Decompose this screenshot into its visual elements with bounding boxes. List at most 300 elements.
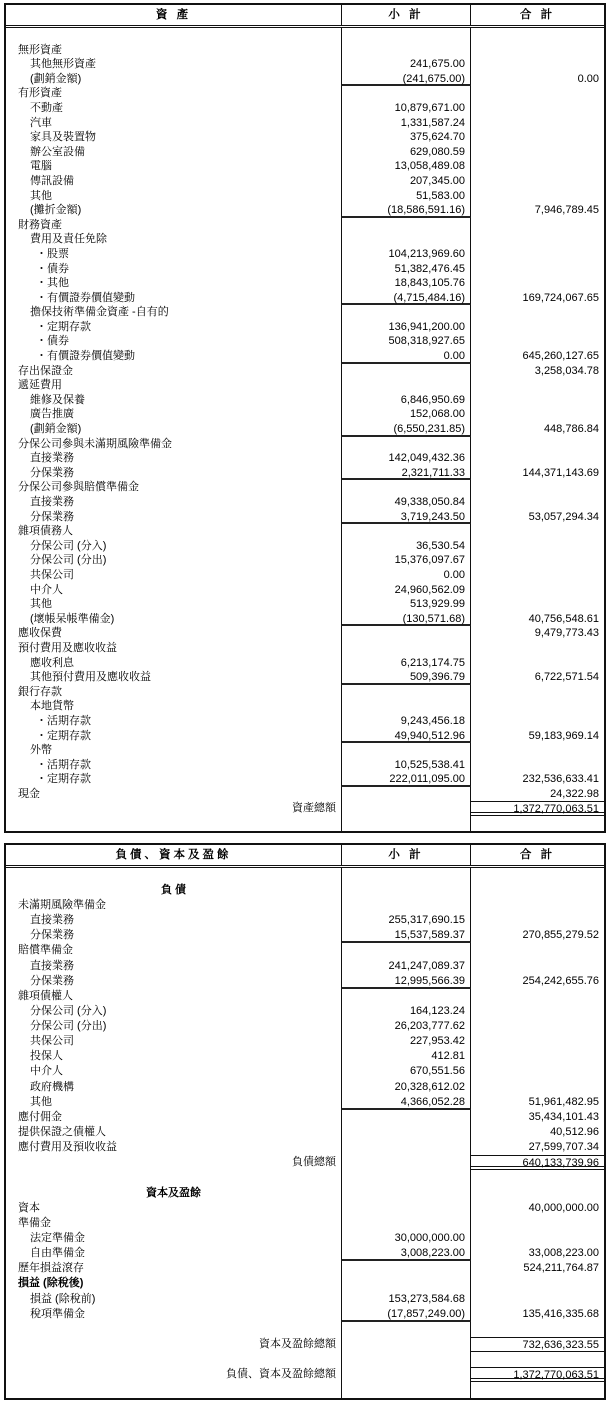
row-label: ・活期存款	[36, 758, 91, 771]
total-cell	[471, 1004, 604, 1019]
subtotal-value: 2,321,711.33	[341, 466, 471, 481]
total-cell	[471, 1352, 604, 1367]
total-cell	[471, 539, 604, 554]
total-cell	[471, 407, 604, 422]
subtotal-value: 0.00	[341, 349, 471, 364]
total-cell	[471, 320, 604, 335]
table-row	[6, 1080, 604, 1095]
section-label: 雜項債務人	[18, 525, 73, 538]
table-row	[6, 130, 604, 145]
row-label: (壞帳呆帳準備金)	[30, 612, 115, 625]
table-row	[6, 510, 604, 525]
subtotal-value: 142,049,432.36	[341, 451, 471, 466]
table-row	[6, 305, 604, 320]
table-row	[6, 276, 604, 291]
row-label: ・債券	[36, 262, 69, 275]
table-row	[6, 86, 604, 101]
section-label: 銀行存款	[18, 685, 62, 698]
total-cell	[471, 913, 604, 928]
table-row	[6, 1064, 604, 1079]
subtotal-cell	[341, 86, 471, 101]
row-label: (劃銷金額)	[30, 72, 82, 85]
total-cell	[471, 378, 604, 393]
subtotal-cell	[341, 1140, 471, 1155]
subtotal-value: (241,675.00)	[341, 72, 471, 87]
total-value: 40,756,548.61	[528, 612, 599, 625]
total-value: 35,434,101.43	[528, 1110, 599, 1123]
subtotal-cell	[341, 1276, 471, 1291]
table-row	[6, 1049, 604, 1064]
blank-cell	[6, 816, 341, 831]
subtotal-cell	[341, 1382, 471, 1397]
table-row	[6, 1140, 604, 1155]
row-label: ・活期存款	[36, 714, 91, 727]
table-row	[6, 1382, 604, 1397]
subtotal-cell	[341, 1125, 471, 1140]
row-label: 應收保費	[18, 627, 62, 640]
subtotal-cell	[341, 787, 471, 802]
total-value: 732,636,323.55	[471, 1337, 604, 1352]
total-cell	[471, 57, 604, 72]
table-row	[6, 553, 604, 568]
row-label: 直接業務	[30, 452, 74, 465]
subtotal-value: 4,366,052.28	[341, 1095, 471, 1110]
subtotal-cell	[341, 1110, 471, 1125]
blank-cell	[6, 1170, 341, 1185]
table-row	[6, 28, 604, 43]
subtotal-value: 412.81	[341, 1049, 471, 1064]
subtotal-cell	[341, 437, 471, 452]
row-label: 維修及保養	[30, 393, 85, 406]
subtotal-value: 104,213,969.60	[341, 247, 471, 262]
subtotal-value: (6,550,231.85)	[341, 422, 471, 437]
total-cell	[471, 232, 604, 247]
subtotal-cell	[341, 685, 471, 700]
total-cell	[471, 524, 604, 539]
row-label: 不動產	[30, 101, 63, 114]
total-cell	[471, 1382, 604, 1397]
liabilities-subtotal-column-header: 小 計	[341, 845, 471, 865]
subtotal-value: 51,382,476.45	[341, 262, 471, 277]
subtotal-cell	[341, 1322, 471, 1337]
total-cell	[471, 943, 604, 958]
total-value: 135,416,335.68	[522, 1307, 599, 1320]
subtotal-value: 13,058,489.08	[341, 159, 471, 174]
subtotal-cell	[341, 232, 471, 247]
section-label: 損益 (除稅後)	[18, 1277, 84, 1290]
subtotal-value: 241,675.00	[341, 57, 471, 72]
subtotal-value: 241,247,089.37	[341, 959, 471, 974]
table-row	[6, 232, 604, 247]
subtotal-value: 629,080.59	[341, 145, 471, 160]
subtotal-value: 153,273,584.68	[341, 1292, 471, 1307]
section-label: 財務資產	[18, 218, 62, 231]
total-cell	[471, 989, 604, 1004]
table-row	[6, 974, 604, 989]
total-value: 59,183,969.14	[528, 729, 599, 742]
table-row	[6, 787, 604, 802]
table-row	[6, 801, 604, 816]
total-cell	[471, 699, 604, 714]
total-cell	[471, 116, 604, 131]
table-row	[6, 1201, 604, 1216]
table-row	[6, 1155, 604, 1170]
table-row	[6, 291, 604, 306]
liabilities-header-title: 負債、資本及盈餘	[115, 848, 232, 861]
subtotal-value: 255,317,690.15	[341, 913, 471, 928]
table-row	[6, 1231, 604, 1246]
total-value: 53,057,294.34	[528, 510, 599, 523]
total-value: 448,786.84	[543, 423, 599, 436]
subtotal-value: 152,068.00	[341, 407, 471, 422]
row-label: 中介人	[30, 583, 63, 596]
table-row	[6, 57, 604, 72]
assets-total-column-header: 合 計	[519, 9, 556, 21]
liabilities-table	[4, 843, 606, 1400]
total-row-label: 負債、資本及盈餘總額	[226, 1368, 336, 1381]
row-label: 其他預付費用及應收收益	[30, 671, 151, 684]
table-row	[6, 568, 604, 583]
subtotal-value: 36,530.54	[341, 539, 471, 554]
subtotal-cell	[341, 1261, 471, 1276]
liabilities-table-body	[6, 868, 604, 1398]
total-cell	[471, 1034, 604, 1049]
subtotal-cell	[341, 1155, 471, 1170]
subtotal-value: 3,008,223.00	[341, 1246, 471, 1261]
subtotal-cell	[341, 801, 471, 816]
row-label: 共保公司	[30, 1035, 74, 1048]
table-row	[6, 466, 604, 481]
row-label: ・其他	[36, 277, 69, 290]
row-label: 法定準備金	[30, 1232, 85, 1245]
subtotal-value: 164,123.24	[341, 1004, 471, 1019]
total-cell	[471, 28, 604, 43]
table-row	[6, 743, 604, 758]
subtotal-cell	[341, 898, 471, 913]
blank-cell	[6, 868, 341, 883]
total-cell	[471, 553, 604, 568]
table-row	[6, 349, 604, 364]
subtotal-value: 508,318,927.65	[341, 334, 471, 349]
table-row	[6, 816, 604, 831]
total-cell	[471, 1231, 604, 1246]
subtotal-value: 12,995,566.39	[341, 974, 471, 989]
total-cell	[471, 1170, 604, 1185]
row-label: 分保公司 (分入)	[30, 1004, 107, 1017]
subtotal-value: 207,345.00	[341, 174, 471, 189]
total-cell	[471, 480, 604, 495]
subtotal-value: 0.00	[341, 568, 471, 583]
total-row-label: 資產總額	[292, 802, 336, 815]
subtotal-cell	[341, 1170, 471, 1185]
total-value: 33,008,223.00	[528, 1247, 599, 1260]
row-label: 稅項準備金	[30, 1307, 85, 1320]
subtotal-cell	[341, 378, 471, 393]
row-label: 辦公室設備	[30, 145, 85, 158]
total-cell	[471, 145, 604, 160]
row-label: 應收利息	[30, 656, 74, 669]
total-cell	[471, 1292, 604, 1307]
table-row	[6, 1125, 604, 1140]
table-row	[6, 626, 604, 641]
section-label: 賠償準備金	[18, 944, 73, 957]
subtotal-cell	[341, 43, 471, 58]
total-cell	[471, 189, 604, 204]
total-value: 254,242,655.76	[522, 974, 599, 987]
total-cell	[471, 1186, 604, 1201]
table-row	[6, 1170, 604, 1185]
table-row	[6, 883, 604, 898]
table-row	[6, 451, 604, 466]
assets-table-header	[6, 5, 604, 28]
total-cell	[471, 1064, 604, 1079]
table-row	[6, 101, 604, 116]
liabilities-total-column-header: 合 計	[519, 848, 556, 861]
table-row	[6, 989, 604, 1004]
row-label: ・債券	[36, 335, 69, 348]
row-label: ・有價證券價值變動	[36, 291, 135, 304]
row-label: ・定期存款	[36, 729, 91, 742]
row-label: 共保公司	[30, 568, 74, 581]
table-row	[6, 1034, 604, 1049]
row-label: 提供保證之債權人	[18, 1126, 106, 1139]
total-cell	[471, 262, 604, 277]
table-row	[6, 1110, 604, 1125]
total-cell	[471, 656, 604, 671]
row-label: 直接業務	[30, 496, 74, 508]
row-label: 資本	[18, 1201, 40, 1214]
table-row	[6, 1095, 604, 1110]
total-cell	[471, 43, 604, 58]
subtotal-cell	[341, 943, 471, 958]
total-value: 40,000,000.00	[528, 1201, 599, 1214]
subtotal-cell	[341, 524, 471, 539]
subtotal-value: 49,338,050.84	[341, 495, 471, 510]
subtotal-cell	[341, 480, 471, 495]
total-value: 7,946,789.45	[534, 204, 599, 217]
row-label: 損益 (除稅前)	[30, 1292, 96, 1305]
subtotal-value: 375,624.70	[341, 130, 471, 145]
total-cell	[471, 597, 604, 612]
section-label: 擔保技術準備金資產 -自有的	[30, 306, 169, 319]
subtotal-cell	[341, 305, 471, 320]
subtotal-cell	[341, 1201, 471, 1216]
liabilities-table-header	[6, 845, 604, 868]
table-row	[6, 943, 604, 958]
table-row	[6, 1004, 604, 1019]
section-label: 外幣	[30, 744, 52, 757]
subtotal-value: 51,583.00	[341, 189, 471, 204]
row-label: 中介人	[30, 1065, 63, 1078]
subtotal-cell	[341, 1337, 471, 1352]
total-cell	[471, 305, 604, 320]
table-row	[6, 758, 604, 773]
table-row	[6, 393, 604, 408]
subtotal-value: 26,203,777.62	[341, 1019, 471, 1034]
table-row	[6, 524, 604, 539]
subtotal-cell	[341, 816, 471, 831]
table-row	[6, 1352, 604, 1367]
table-row	[6, 1261, 604, 1276]
section-label: 雜項債權人	[18, 989, 73, 1002]
row-label: 分保業務	[30, 929, 74, 942]
subtotal-cell	[341, 626, 471, 641]
section-label: 準備金	[18, 1216, 51, 1229]
table-row	[6, 174, 604, 189]
total-value: 51,961,482.95	[528, 1095, 599, 1108]
table-row	[6, 364, 604, 379]
total-value: 169,724,067.65	[522, 291, 599, 304]
section-label: 費用及責任免除	[30, 233, 107, 246]
subtotal-cell	[341, 868, 471, 883]
row-label: 分保公司 (分出)	[30, 554, 107, 567]
total-value: 232,536,633.41	[522, 773, 599, 786]
total-cell	[471, 583, 604, 598]
table-row	[6, 959, 604, 974]
subtotal-value: 15,376,097.67	[341, 553, 471, 568]
table-row	[6, 407, 604, 422]
subtotal-cell	[341, 1216, 471, 1231]
table-row	[6, 1292, 604, 1307]
row-label: 分保業務	[30, 510, 74, 523]
total-cell	[471, 276, 604, 291]
row-label: 傳訊設備	[30, 174, 74, 187]
table-row	[6, 247, 604, 262]
row-label: 分保公司 (分入)	[30, 539, 107, 552]
subtotal-cell	[341, 989, 471, 1004]
blank-cell	[6, 1382, 341, 1397]
row-label: ・股票	[36, 247, 69, 260]
table-row	[6, 116, 604, 131]
row-label: 其他	[30, 598, 52, 611]
assets-table-body	[6, 28, 604, 831]
row-label: 其他	[30, 189, 52, 202]
total-value: 27,599,707.34	[528, 1141, 599, 1154]
total-cell	[471, 86, 604, 101]
subtotal-value: 222,011,095.00	[341, 772, 471, 787]
table-row	[6, 1019, 604, 1034]
subtotal-value: (17,857,249.00)	[341, 1307, 471, 1322]
blank-cell	[6, 1322, 341, 1337]
row-label: 汽車	[30, 116, 52, 129]
blank-cell	[6, 28, 341, 43]
total-cell	[471, 334, 604, 349]
section-label: 無形資產	[18, 43, 62, 56]
table-row	[6, 641, 604, 656]
section-label: 分保公司參與未滿期風險準備金	[18, 437, 172, 450]
assets-subtotal-column-header: 小 計	[341, 5, 471, 25]
table-row	[6, 334, 604, 349]
section-label: 有形資產	[18, 87, 62, 100]
table-row	[6, 1307, 604, 1322]
row-label: 其他	[30, 1095, 52, 1108]
total-cell	[471, 130, 604, 145]
total-cell	[471, 758, 604, 773]
subtotal-cell	[341, 1186, 471, 1201]
table-row	[6, 218, 604, 233]
subtotal-value: 49,940,512.96	[341, 729, 471, 744]
row-label: ・有價證券價值變動	[36, 350, 135, 363]
total-value: 40,512.96	[550, 1126, 599, 1139]
table-row	[6, 320, 604, 335]
row-label: 歷年損益滾存	[18, 1262, 84, 1275]
row-label: 應付費用及預收收益	[18, 1141, 117, 1154]
total-value: 640,133,739.96	[471, 1155, 604, 1170]
table-row	[6, 729, 604, 744]
row-label: 分保業務	[30, 974, 74, 987]
table-row	[6, 714, 604, 729]
table-row	[6, 437, 604, 452]
table-row	[6, 189, 604, 204]
table-row	[6, 597, 604, 612]
total-cell	[471, 685, 604, 700]
total-value: 3,258,034.78	[534, 364, 599, 377]
total-value: 524,211,764.87	[523, 1262, 599, 1275]
table-row	[6, 612, 604, 627]
table-row	[6, 378, 604, 393]
total-cell	[471, 959, 604, 974]
total-cell	[471, 898, 604, 913]
table-row	[6, 1246, 604, 1261]
assets-header-title: 資 產	[155, 9, 192, 21]
total-cell	[471, 743, 604, 758]
total-cell	[471, 174, 604, 189]
table-row	[6, 772, 604, 787]
subtotal-cell	[341, 743, 471, 758]
total-value: 1,372,770,063.51	[471, 1367, 604, 1382]
total-cell	[471, 495, 604, 510]
row-label: 直接業務	[30, 914, 74, 927]
table-row	[6, 1322, 604, 1337]
subtotal-cell	[341, 1352, 471, 1367]
subtotal-value: 6,846,950.69	[341, 393, 471, 408]
section-label: 未滿期風險準備金	[18, 898, 106, 911]
total-value: 645,260,127.65	[522, 350, 599, 363]
total-cell	[471, 641, 604, 656]
row-label: 應付佣金	[18, 1110, 62, 1123]
subtotal-value: 670,551.56	[341, 1064, 471, 1079]
blank-cell	[6, 1352, 341, 1367]
row-label: 廣告推廣	[30, 408, 74, 421]
row-label: 其他無形資產	[30, 58, 96, 71]
table-row	[6, 898, 604, 913]
subtotal-value: 1,331,587.24	[341, 116, 471, 131]
total-cell	[471, 1216, 604, 1231]
total-value: 9,479,773.43	[534, 627, 599, 640]
subtotal-value: 227,953.42	[341, 1034, 471, 1049]
total-cell	[471, 437, 604, 452]
table-row	[6, 262, 604, 277]
row-label: ・定期存款	[36, 773, 91, 786]
subtotal-value: 9,243,456.18	[341, 714, 471, 729]
row-label: ・定期存款	[36, 320, 91, 333]
table-row	[6, 72, 604, 87]
section-label: 本地貨幣	[30, 700, 74, 713]
table-row	[6, 495, 604, 510]
subtotal-cell	[341, 364, 471, 379]
section-label: 預付費用及應收收益	[18, 641, 117, 654]
total-value: 6,722,571.54	[534, 671, 599, 684]
total-value: 24,322.98	[550, 787, 599, 800]
total-value: 0.00	[577, 72, 599, 85]
row-label: 直接業務	[30, 959, 74, 972]
row-label: 自由準備金	[30, 1247, 85, 1260]
row-label: 家具及裝置物	[30, 131, 96, 144]
subtotal-value: (18,586,591.16)	[341, 203, 471, 218]
subtotal-value: 509,396.79	[341, 670, 471, 685]
total-cell	[471, 868, 604, 883]
subtotal-value: 30,000,000.00	[341, 1231, 471, 1246]
